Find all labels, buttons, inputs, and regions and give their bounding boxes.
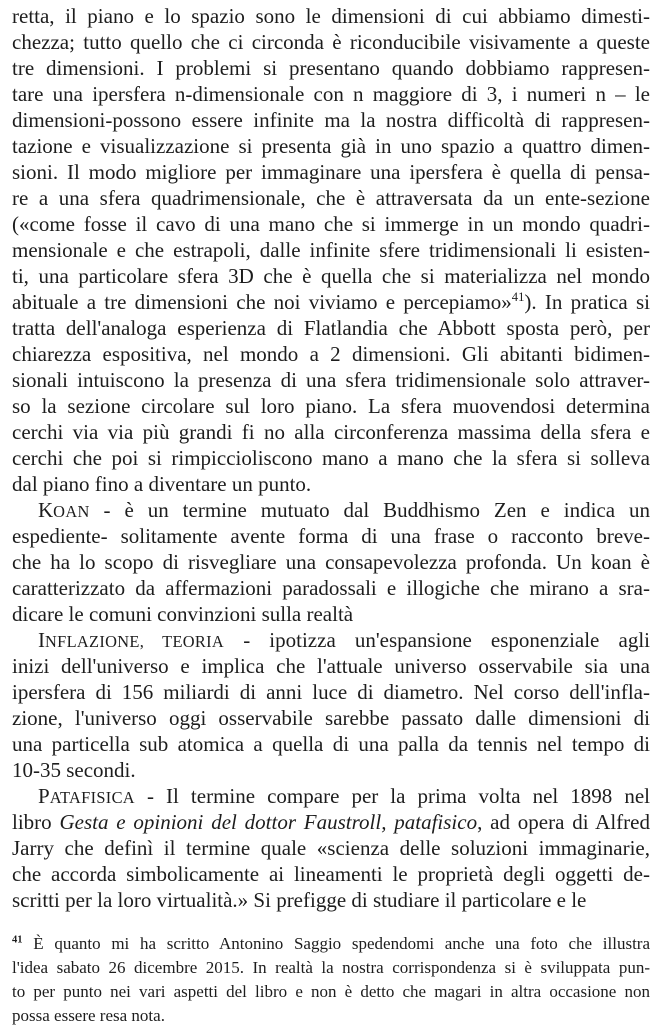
text-line xyxy=(12,809,650,835)
text-segment: ti, una particolare sfera 3D che è quella che si materializza nel mondo xyxy=(12,264,650,288)
text-segment: cerchi che poi si rimpiccioliscono mano a mano che la sfera si solleva xyxy=(12,446,650,470)
text-line xyxy=(12,133,650,159)
text-segment: tratta dell'analoga esperienza di Flatlandia che Abbott sposta però, per xyxy=(12,316,650,340)
text-segment: NFLAZIONE, TEORIA xyxy=(45,632,225,651)
footnote-line xyxy=(12,980,650,1004)
text-segment: cerchi via via più grandi fi no alla circonferenza massima della sfera e xyxy=(12,420,650,444)
text-segment: - Il termine compare per la prima volta nel 1898 nel xyxy=(134,784,650,808)
footnote-reference: 41 xyxy=(511,290,525,304)
paragraph xyxy=(12,783,650,913)
text-segment: chezza; tutto quello che ci circonda è riconducibile visivamente a queste xyxy=(12,30,650,54)
text-line xyxy=(12,159,650,185)
paragraph xyxy=(12,3,650,497)
text-segment: inizi dell'universo e implica che l'attuale universo osservabile sia una xyxy=(12,654,650,678)
text-line xyxy=(12,185,650,211)
footnote-line xyxy=(12,1004,650,1028)
text-line xyxy=(12,549,650,575)
text-line xyxy=(12,393,650,419)
text-segment: tare una ipersfera n-dimensionale con n maggiore di 3, i numeri n – le xyxy=(12,82,650,106)
paragraph xyxy=(12,497,650,627)
text-segment: - è un termine mutuato dal Buddhismo Zen e indica un xyxy=(89,498,650,522)
text-segment: caratterizzato da affermazioni paradossali e illogiche che mirano a sra- xyxy=(12,576,650,600)
text-segment: Jarry che definì il termine quale «scienza delle soluzioni immaginarie, xyxy=(12,836,650,860)
text-segment: K xyxy=(38,498,54,522)
text-segment: zione, l'universo oggi osservabile sarebbe passato dalle dimensioni di xyxy=(12,706,650,730)
text-segment: dimensioni-possono essere infinite ma la nostra difficoltà di rappresen- xyxy=(12,108,650,132)
text-segment: ipersfera di 156 miliardi di anni luce di diametro. Nel corso dell'infla- xyxy=(12,680,650,704)
text-segment: OAN xyxy=(53,502,90,521)
text-segment: una particella sub atomica a quella di una palla da tennis nel tempo di xyxy=(12,732,650,756)
text-line xyxy=(12,367,650,393)
text-line xyxy=(12,237,650,263)
text-segment: - ipotizza un'espansione esponenziale agli xyxy=(224,628,650,652)
text-line xyxy=(12,29,650,55)
text-line xyxy=(12,107,650,133)
text-line xyxy=(12,731,650,757)
text-segment: sioni. Il modo migliore per immaginare una ipersfera è quella di pensa- xyxy=(12,160,650,184)
text-segment: to per punto nei vari aspetti del libro e non è detto che magari in altra occasione non xyxy=(12,982,650,1001)
text-line xyxy=(12,523,650,549)
text-line xyxy=(12,289,650,315)
footnote xyxy=(12,932,650,1028)
text-line xyxy=(12,679,650,705)
text-segment: possa essere resa nota. xyxy=(12,1006,165,1025)
text-segment: P xyxy=(38,784,50,808)
text-line xyxy=(12,887,650,913)
text-segment: È quanto mi ha scritto Antonino Saggio spedendomi anche una foto che illustra xyxy=(22,934,650,953)
text-line xyxy=(12,55,650,81)
text-line xyxy=(12,471,650,497)
text-line xyxy=(12,445,650,471)
text-segment: sionali intuiscono la presenza di una sfera tridimensionale solo attraver- xyxy=(12,368,650,392)
text-segment: ). In pratica si xyxy=(524,290,650,314)
text-segment: tazione e visualizzazione si presenta già in uno spazio a quattro dimen- xyxy=(12,134,650,158)
text-segment: 10-35 secondi. xyxy=(12,758,136,782)
text-segment: l'idea sabato 26 dicembre 2015. In realtà la nostra corrispondenza si è sviluppata pun- xyxy=(12,958,650,977)
text-line xyxy=(12,835,650,861)
text-line xyxy=(12,81,650,107)
text-line xyxy=(12,3,650,29)
paragraph xyxy=(12,627,650,783)
footnote-line xyxy=(12,932,650,956)
text-segment: , ad opera di Alfred xyxy=(477,810,650,834)
text-line xyxy=(12,211,650,237)
text-line xyxy=(12,757,650,783)
text-segment: scritti per la loro virtualità.» Si prefigge di studiare il particolare e le xyxy=(12,888,587,912)
text-segment: dal piano fino a diventare un punto. xyxy=(12,472,312,496)
text-segment: che accorda simbolicamente ai lineamenti le proprietà degli oggetti de- xyxy=(12,862,650,886)
text-segment: espediente- solitamente avente forma di una frase o racconto breve- xyxy=(12,524,650,548)
text-segment: abituale a tre dimensioni che noi viviamo e percepiamo» xyxy=(12,290,512,314)
text-line xyxy=(12,341,650,367)
text-segment: libro xyxy=(12,810,60,834)
text-segment: I xyxy=(38,628,45,652)
text-segment: re a una sfera quadrimensionale, che è attraversata da un ente-sezione xyxy=(12,186,650,210)
main-text xyxy=(12,3,650,913)
text-line xyxy=(12,783,650,809)
text-segment: Gesta e opinioni del dottor Faustroll, patafisico xyxy=(59,810,478,834)
text-segment: («come fosse il cavo di una mano che si immerge in un mondo quadri- xyxy=(12,212,650,236)
text-segment: dicare le comuni convinzioni sulla realtà xyxy=(12,602,354,626)
text-line xyxy=(12,653,650,679)
text-line xyxy=(12,705,650,731)
text-segment: chiarezza espositiva, nel mondo a 2 dimensioni. Gli abitanti bidimen- xyxy=(12,342,650,366)
footnote-reference: 41 xyxy=(12,934,23,946)
text-line xyxy=(12,263,650,289)
text-line xyxy=(12,419,650,445)
footnote-line xyxy=(12,956,650,980)
text-segment: retta, il piano e lo spazio sono le dimensioni di cui abbiamo dimesti- xyxy=(12,4,650,28)
text-segment: tre dimensioni. I problemi si presentano quando dobbiamo rappresen- xyxy=(12,56,650,80)
text-line xyxy=(12,575,650,601)
text-segment: mensionale e che estrapoli, dalle infinite sfere tridimensionali li esisten- xyxy=(12,238,650,262)
text-line xyxy=(12,601,650,627)
text-line xyxy=(12,315,650,341)
text-line xyxy=(12,861,650,887)
text-line xyxy=(12,627,650,653)
text-segment: che ha lo scopo di risvegliare una consapevolezza profonda. Un koan è xyxy=(12,550,650,574)
text-segment: so la sezione circolare sul loro piano. La sfera muovendosi determina xyxy=(12,394,650,418)
text-segment: ATAFISICA xyxy=(49,788,135,807)
text-line xyxy=(12,497,650,523)
